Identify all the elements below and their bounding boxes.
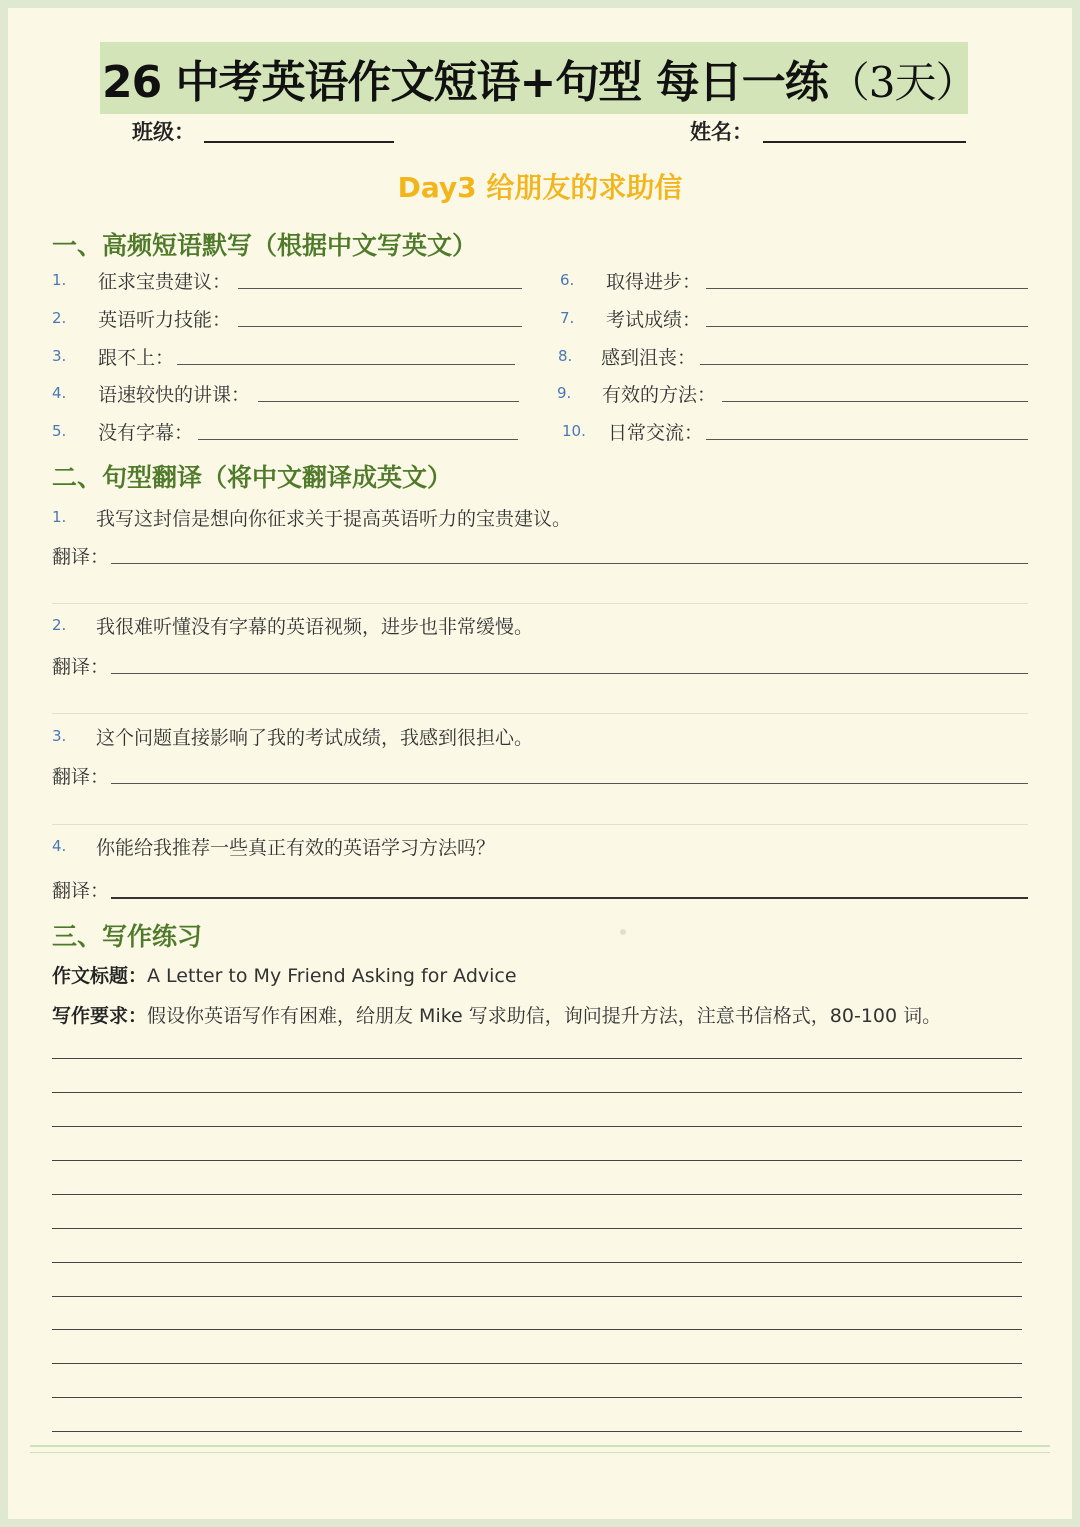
name-label: 姓名：: [690, 119, 753, 144]
phrase-answer-line[interactable]: [706, 288, 1028, 289]
translation-answer-line[interactable]: [111, 673, 1028, 674]
topic-label: 作文标题：: [52, 965, 148, 987]
writing-line[interactable]: [52, 1397, 1022, 1398]
day-title: Day3 给朋友的求助信: [397, 171, 683, 204]
essay-topic: [52, 961, 517, 988]
phrase-number: 1.: [52, 271, 67, 289]
page-title: 26 中考英语作文短语+句型 每日一练（3天）: [102, 57, 977, 108]
writing-line[interactable]: [52, 1363, 1022, 1364]
phrase-prompt: 语速较快的讲课：: [98, 384, 251, 406]
class-field[interactable]: [204, 141, 394, 143]
divider: [52, 824, 1028, 825]
sentence-prompt: 我很难听懂没有字幕的英语视频，进步也非常缓慢。: [96, 616, 534, 638]
translation-answer-line[interactable]: [111, 783, 1028, 784]
translate-label: 翻译：: [52, 656, 110, 678]
phrase-answer-line[interactable]: [722, 401, 1028, 402]
phrase-prompt: 跟不上：: [98, 347, 175, 369]
phrase-number: 4.: [52, 384, 67, 402]
essay-requirement: [52, 1001, 941, 1028]
writing-line[interactable]: [52, 1296, 1022, 1297]
writing-line[interactable]: [52, 1092, 1022, 1093]
requirement-label: 写作要求：: [52, 1005, 148, 1027]
title-suffix: （3天）: [827, 58, 977, 107]
writing-line[interactable]: [52, 1194, 1022, 1195]
sentence-number: 3.: [52, 727, 67, 745]
writing-line[interactable]: [52, 1228, 1022, 1229]
requirement-value: 假设你英语写作有困难，给朋友 Mike 写求助信，询问提升方法，注意书信格式，80-100 词。: [147, 1005, 942, 1027]
phrase-number: 8.: [558, 347, 573, 365]
translation-answer-line[interactable]: [111, 897, 1028, 899]
topic-value: A Letter to My Friend Asking for Advice: [147, 965, 517, 987]
writing-line[interactable]: [52, 1160, 1022, 1161]
phrase-prompt: 征求宝贵建议：: [98, 271, 232, 293]
phrase-number: 7.: [560, 309, 575, 327]
phrase-answer-line[interactable]: [238, 326, 522, 327]
translate-label: 翻译：: [52, 880, 110, 902]
translate-label: 翻译：: [52, 766, 110, 788]
phrase-answer-line[interactable]: [700, 364, 1028, 365]
phrase-prompt: 感到沮丧：: [601, 347, 697, 369]
phrase-number: 3.: [52, 347, 67, 365]
section2-title: 二、句型翻译（将中文翻译成英文）: [52, 463, 453, 492]
divider: [52, 603, 1028, 604]
sentence-number: 2.: [52, 616, 67, 634]
section1-title: 一、高频短语默写（根据中文写英文）: [52, 231, 478, 260]
phrase-answer-line[interactable]: [198, 439, 518, 440]
sentence-prompt: 这个问题直接影响了我的考试成绩，我感到很担心。: [96, 727, 534, 749]
phrase-prompt: 取得进步：: [606, 271, 702, 293]
phrase-prompt: 日常交流：: [608, 422, 704, 444]
writing-line[interactable]: [52, 1262, 1022, 1263]
sentence-prompt: 你能给我推荐一些真正有效的英语学习方法吗？: [96, 837, 496, 859]
phrase-number: 10.: [562, 422, 586, 440]
phrase-answer-line[interactable]: [706, 326, 1028, 327]
sentence-number: 4.: [52, 837, 67, 855]
divider: [52, 713, 1028, 714]
writing-line[interactable]: [52, 1431, 1022, 1432]
name-field[interactable]: [763, 141, 966, 143]
footer-divider: [30, 1445, 1050, 1447]
title-banner: [100, 42, 977, 114]
phrase-number: 6.: [560, 271, 575, 289]
footer-divider: [30, 1452, 1050, 1453]
phrase-prompt: 有效的方法：: [602, 384, 717, 406]
phrase-number: 5.: [52, 422, 67, 440]
speck: [620, 929, 626, 935]
class-label: 班级：: [132, 119, 195, 144]
translate-label: 翻译：: [52, 546, 110, 568]
phrase-answer-line[interactable]: [706, 439, 1028, 440]
phrase-prompt: 英语听力技能：: [98, 309, 232, 331]
writing-line[interactable]: [52, 1329, 1022, 1330]
phrase-answer-line[interactable]: [258, 401, 519, 402]
section3-title: 三、写作练习: [52, 922, 203, 951]
phrase-answer-line[interactable]: [177, 364, 515, 365]
phrase-number: 9.: [557, 384, 572, 402]
writing-line[interactable]: [52, 1126, 1022, 1127]
sentence-number: 1.: [52, 508, 67, 526]
phrase-prompt: 没有字幕：: [98, 422, 194, 444]
translation-answer-line[interactable]: [111, 563, 1028, 564]
sentence-prompt: 我写这封信是想向你征求关于提高英语听力的宝贵建议。: [96, 508, 572, 530]
phrase-prompt: 考试成绩：: [606, 309, 702, 331]
writing-line[interactable]: [52, 1058, 1022, 1059]
phrase-number: 2.: [52, 309, 67, 327]
phrase-answer-line[interactable]: [238, 288, 522, 289]
